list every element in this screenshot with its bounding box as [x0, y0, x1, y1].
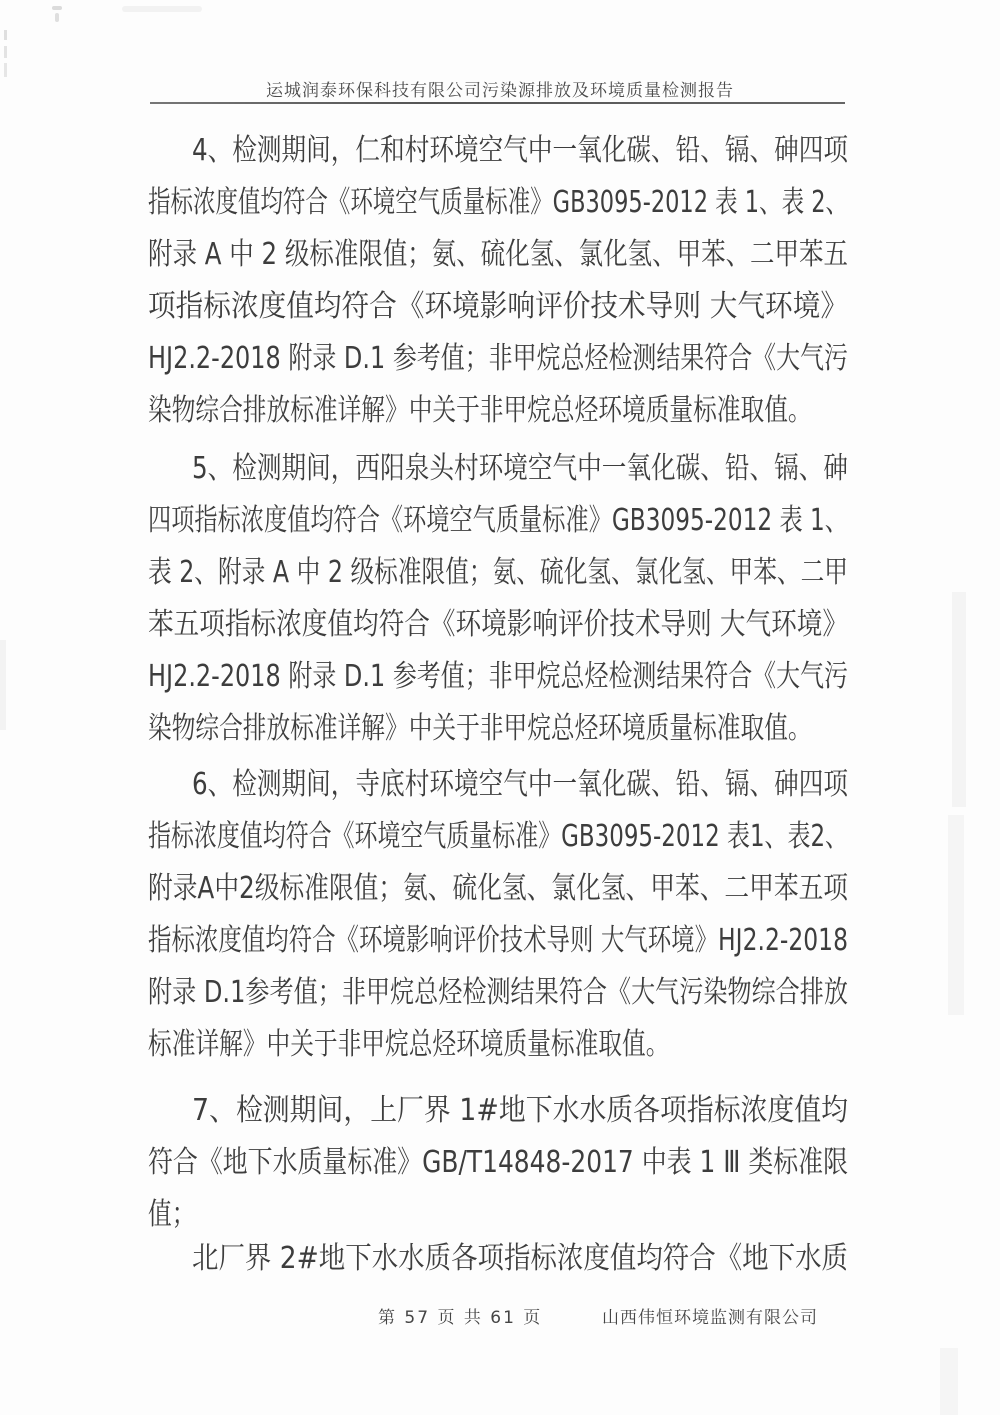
scan-artifact — [52, 6, 62, 10]
text-line: 6、检测期间，寺底村环境空气中一氧化碳、铅、镉、砷四项 — [192, 767, 848, 802]
header-divider-rule — [150, 102, 845, 104]
text-line: 四项指标浓度值均符合《环境空气质量标准》GB3095-2012 表 1、 — [148, 503, 848, 538]
text-line: 表 2、附录 A 中 2 级标准限值；氨、硫化氢、氯化氢、甲苯、二甲 — [148, 555, 848, 590]
scan-artifact — [122, 6, 202, 12]
scan-artifact — [4, 63, 7, 77]
footer-page-number: 第 57 页 共 61 页 — [378, 1308, 543, 1328]
text-line: 染物综合排放标准详解》中关于非甲烷总烃环境质量标准取值。 — [148, 393, 812, 428]
scan-artifact — [55, 13, 59, 22]
scan-artifact — [952, 592, 966, 807]
paragraph-item-4 — [148, 125, 848, 437]
paragraph-item-6 — [148, 759, 848, 1071]
text-line: 标准详解》中关于非甲烷总烃环境质量标准取值。 — [148, 1027, 670, 1062]
paragraph-item-5 — [148, 443, 848, 755]
paragraph-item-7 — [148, 1085, 848, 1241]
text-line: 5、检测期间，西阳泉头村环境空气中一氧化碳、铅、镉、砷 — [192, 451, 848, 486]
scan-artifact — [948, 815, 964, 1015]
text-line: 项指标浓度值均符合《环境影响评价技术导则 大气环境》 — [148, 289, 848, 324]
text-line: HJ2.2-2018 附录 D.1 参考值；非甲烷总烃检测结果符合《大气污 — [148, 659, 848, 694]
text-line: 附录A中2级标准限值；氨、硫化氢、氯化氢、甲苯、二甲苯五项 — [148, 871, 848, 906]
text-line: 指标浓度值均符合《环境空气质量标准》GB3095-2012 表1、表2、 — [148, 819, 848, 854]
text-line: 4、检测期间，仁和村环境空气中一氧化碳、铅、镉、砷四项 — [192, 133, 848, 168]
text-line: 附录 A 中 2 级标准限值；氨、硫化氢、氯化氢、甲苯、二甲苯五 — [148, 237, 848, 272]
text-line: 附录 D.1参考值；非甲烷总烃检测结果符合《大气污染物综合排放 — [148, 975, 848, 1010]
report-header-title: 运城润泰环保科技有限公司污染源排放及环境质量检测报告 — [266, 81, 734, 101]
text-line: 指标浓度值均符合《环境空气质量标准》GB3095-2012 表 1、表 2、 — [148, 185, 848, 220]
paragraph-continuation — [148, 1233, 848, 1285]
text-line: 北厂界 2#地下水水质各项指标浓度值均符合《地下水质 — [192, 1241, 848, 1276]
text-line: 苯五项指标浓度值均符合《环境影响评价技术导则 大气环境》 — [148, 607, 848, 642]
text-line: 符合《地下水质量标准》GB/T14848-2017 中表 1 Ⅲ 类标准限 — [148, 1145, 848, 1180]
scan-artifact — [4, 30, 7, 40]
text-line: 染物综合排放标准详解》中关于非甲烷总烃环境质量标准取值。 — [148, 711, 812, 746]
report-body — [148, 125, 848, 1285]
scan-artifact — [940, 1348, 958, 1415]
text-line: 值； — [148, 1197, 196, 1232]
footer-company-name: 山西伟恒环境监测有限公司 — [602, 1308, 818, 1328]
text-line: 7、检测期间，上厂界 1#地下水水质各项指标浓度值均 — [192, 1093, 848, 1128]
text-line: 指标浓度值均符合《环境影响评价技术导则 大气环境》HJ2.2-2018 — [148, 923, 848, 958]
scan-artifact — [4, 46, 7, 58]
text-line: HJ2.2-2018 附录 D.1 参考值；非甲烷总烃检测结果符合《大气污 — [148, 341, 848, 376]
scan-artifact — [0, 640, 6, 730]
